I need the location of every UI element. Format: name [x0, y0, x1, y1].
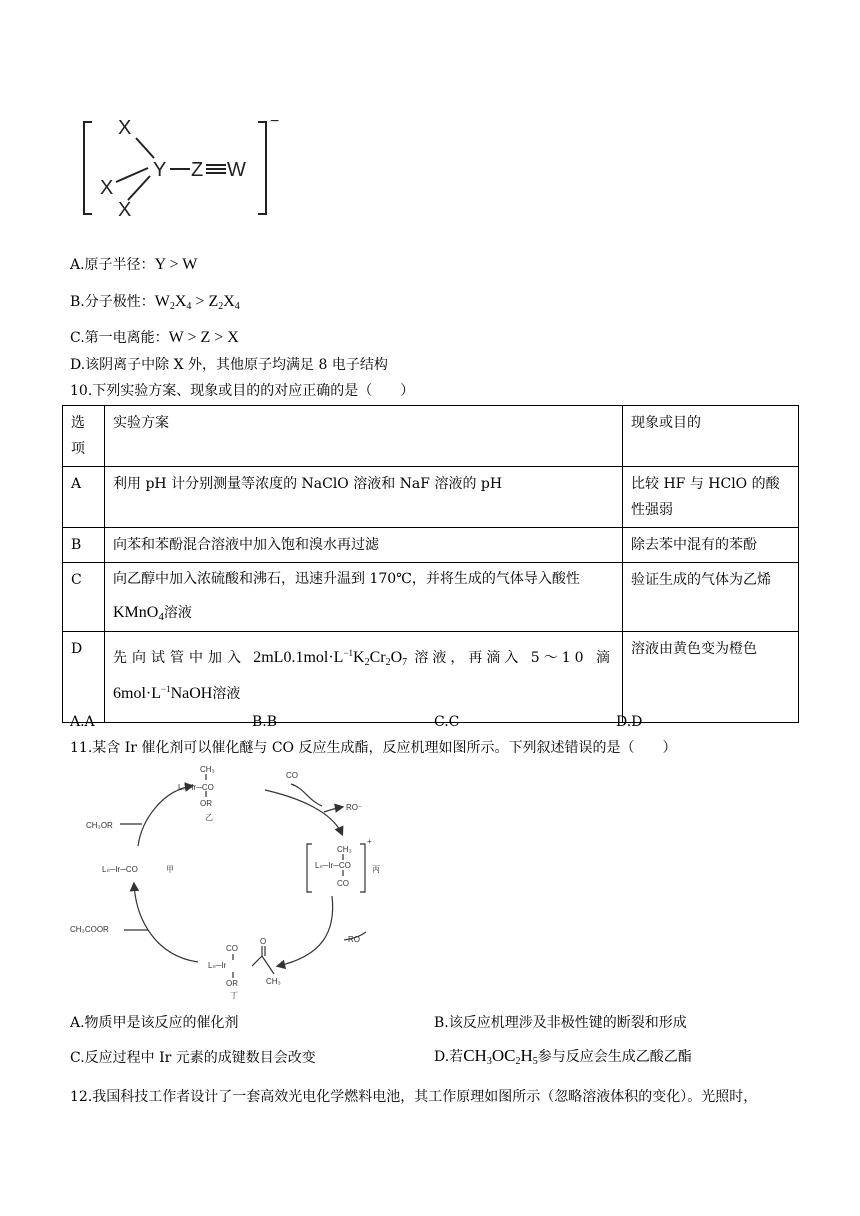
- row-d-purpose: 溶液由黄色变为橙色: [623, 632, 799, 723]
- row-b-option: B: [63, 528, 105, 563]
- ro-in-label: RO: [348, 935, 360, 944]
- yi-main: Lₙ─Ir─CO: [178, 783, 214, 792]
- row-b-plan: 向苯和苯酚混合溶液中加入饱和溴水再过滤: [105, 528, 623, 563]
- bing-charge: +: [367, 837, 372, 846]
- yi-label: 乙: [205, 813, 213, 822]
- ding-or: OR: [226, 979, 238, 988]
- bing-ch3: CH₃: [337, 845, 352, 854]
- x-left-atom: X: [100, 177, 114, 199]
- q11-option-c: C.反应过程中 Ir 元素的成键数目会改变: [70, 1050, 316, 1066]
- yi-ch3: CH₃: [200, 765, 215, 774]
- q10-answer-d: D.D: [616, 714, 643, 730]
- anion-charge: −: [270, 113, 280, 130]
- row-a-purpose: 比较 HF 与 HClO 的酸性强弱: [623, 467, 799, 528]
- ding-label: 丁: [230, 991, 238, 1000]
- q11-option-a: A.物质甲是该反应的催化剂: [70, 1015, 239, 1031]
- q9-option-b: B.分子极性：$W_2X_4 > Z_2X_4$: [70, 293, 240, 312]
- header-purpose: 现象或目的: [623, 406, 799, 467]
- row-c-purpose: 验证生成的气体为乙烯: [623, 563, 799, 632]
- q11-stem: 11.某含 Ir 催化剂可以催化醚与 CO 反应生成酯，反应机理如图所示。下列叙述错误的是（ ）: [70, 740, 677, 756]
- x-top-atom: X: [118, 117, 132, 139]
- co-in-label: CO: [286, 771, 298, 780]
- yi-or: OR: [200, 799, 212, 808]
- bing-label: 丙: [372, 865, 380, 874]
- ch3coor-label: CH₃COOR: [70, 925, 109, 934]
- jia-main: Lₙ─Ir─CO: [102, 865, 138, 874]
- ding-co: CO: [226, 944, 238, 953]
- q10-table: [62, 405, 799, 723]
- header-option: 选项: [63, 406, 105, 467]
- y-atom: Y: [153, 159, 167, 181]
- q11-option-d: D.若$CH_3OC_2H_5$参与反应会生成乙酸乙酯: [434, 1046, 692, 1067]
- q9-option-a: A.原子半径：Y > W: [70, 256, 198, 273]
- w-atom: W: [227, 159, 246, 181]
- q10-answer-a: A.A: [70, 714, 95, 730]
- bing-co: CO: [337, 879, 349, 888]
- q9-option-d: D.该阴离子中除 X 外，其他原子均满足 8 电子结构: [70, 357, 388, 373]
- ch3or-label: CH₃OR: [86, 821, 113, 830]
- q10-answer-c: C.C: [434, 714, 460, 730]
- ro-out-label: RO⁻: [346, 803, 363, 812]
- ding-o: O: [260, 937, 267, 946]
- row-c-plan: 向乙醇中加入浓硫酸和沸石，迅速升温到 170℃，并将生成的气体导入酸性 KMnO$_4$溶液: [105, 563, 623, 632]
- ding-main: Lₙ─Ir: [208, 961, 227, 970]
- row-b-purpose: 除去苯中混有的苯酚: [623, 528, 799, 563]
- q9-option-c: C.第一电离能：W > Z > X: [70, 329, 239, 346]
- row-d-plan: 先向试管中加入 $2mL0.1mol\cdot L^{-1}K_2Cr_2O_7$ 溶液，再滴入 5～10 滴 $6mol\cdot L^{-1}NaOH$溶液: [105, 632, 623, 723]
- q9-anion-structure: [80, 112, 300, 220]
- q11-mechanism-diagram: [60, 760, 400, 1000]
- ding-ch3: CH₃: [266, 977, 281, 986]
- row-a-plan: 利用 pH 计分别测量等浓度的 NaClO 溶液和 NaF 溶液的 pH: [105, 467, 623, 528]
- header-plan: 实验方案: [105, 406, 623, 467]
- jia-label: 甲: [166, 865, 174, 874]
- row-c-option: C: [63, 563, 105, 632]
- bing-main: Lₙ─Ir─CO: [315, 861, 351, 870]
- x-bottom-atom: X: [118, 199, 132, 220]
- q10-stem: 10.下列实验方案、现象或目的的对应正确的是（ ）: [70, 383, 415, 399]
- row-d-option: D: [63, 632, 105, 723]
- z-atom: Z: [191, 159, 204, 181]
- q12-stem: 12.我国科技工作者设计了一套高效光电化学燃料电池，其工作原理如图所示（忽略溶液体积的变化）。光照时，: [70, 1089, 758, 1105]
- q11-option-b: B.该反应机理涉及非极性键的断裂和形成: [434, 1015, 687, 1031]
- q10-answer-b: B.B: [252, 714, 278, 730]
- row-a-option: A: [63, 467, 105, 528]
